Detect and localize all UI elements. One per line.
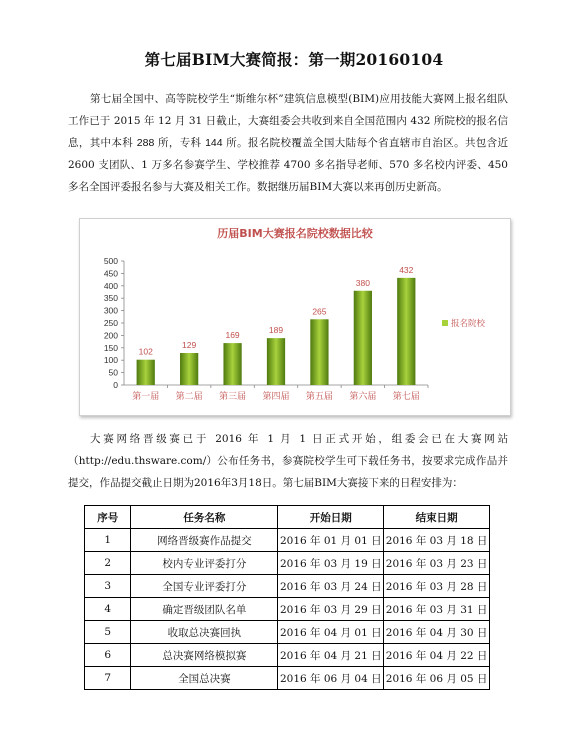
x-category-label: 第七届 (392, 392, 420, 402)
bar (397, 278, 415, 385)
row-start-date: 2016 年 04 月 01 日 (278, 621, 384, 644)
row-index: 3 (85, 575, 131, 598)
undergrad-count: 288 (136, 137, 155, 149)
row-task-name: 全国总决赛 (131, 667, 278, 690)
row-task-name: 校内专业评委打分 (131, 552, 278, 575)
row-end-date: 2016 年 03 月 28 日 (384, 575, 490, 598)
bar (180, 353, 198, 385)
row-index: 4 (85, 598, 131, 621)
row-start-date: 2016 年 01 月 01 日 (278, 529, 384, 552)
table-row (85, 575, 490, 598)
bar-value-label: 102 (138, 346, 153, 357)
row-task-name: 收取总决赛回执 (131, 621, 278, 644)
row-start-date: 2016 年 03 月 19 日 (278, 552, 384, 575)
y-tick-label: 100 (103, 355, 118, 366)
row-end-date: 2016 年 03 月 31 日 (384, 598, 490, 621)
schedule-intro: 大赛网络晋级赛已于 2016 年 1 月 1 日正式开始，组委会已在大赛网站（http://edu.thsware.com/）公布任务书，参赛院校学生可下载任务书，按要求完成作品并提交，作品提交截止日期为2016年3月18日。第七届BIM大赛接下来的日程安排为： (68, 433, 508, 489)
header-end-date: 结束日期 (384, 506, 490, 529)
table-row (85, 529, 490, 552)
row-end-date: 2016 年 03 月 18 日 (384, 529, 490, 552)
legend-swatch (442, 320, 448, 326)
y-tick-label: 300 (103, 305, 118, 316)
row-task-name: 总决赛网络模拟赛 (131, 644, 278, 667)
row-index: 7 (85, 667, 131, 690)
table-row (85, 598, 490, 621)
row-task-name: 网络晋级赛作品提交 (131, 529, 278, 552)
bar-chart-svg (80, 219, 510, 415)
intro-text-3: 所。报名院校覆盖全国大陆每个省直辖市自治区。共包含近 2600 支团队、1 万多名参赛学生、学校推荐 4700 多名指导老师、570 多名校内评委、450 多名全国评委报名参与大赛及相关工作。数据继历届BIM大赛以来再创历史新高。 (68, 137, 508, 193)
legend-label: 报名院校 (451, 319, 486, 329)
y-tick-label: 500 (103, 256, 118, 266)
row-index: 5 (85, 621, 131, 644)
x-category-label: 第三届 (219, 392, 247, 402)
intro-text-1: 第七届全国中、高等院校学生“斯维尔杯”建筑信息模型(BIM)应用技能大赛网上报名组队工作已于 2015 年 12 月 31 日截止，大赛组委会共收到来自全国范围内 432 所院校的报名信息，其中本科 (68, 93, 508, 149)
table-row (85, 644, 490, 667)
bar-value-label: 432 (399, 264, 414, 275)
college-count: 144 (205, 137, 223, 149)
row-index: 6 (85, 644, 131, 667)
y-tick-label: 350 (103, 293, 118, 304)
bar (223, 343, 241, 385)
y-tick-label: 150 (103, 342, 118, 353)
x-category-label: 第二届 (175, 392, 203, 402)
x-category-label: 第五届 (305, 392, 333, 402)
row-task-name: 确定晋级团队名单 (131, 598, 278, 621)
row-index: 2 (85, 552, 131, 575)
y-tick-label: 250 (103, 318, 118, 328)
header-index: 序号 (85, 506, 131, 529)
row-start-date: 2016 年 06 月 04 日 (278, 667, 384, 690)
row-end-date: 2016 年 04 月 30 日 (384, 621, 490, 644)
intro-text-2: 所，专科 (154, 137, 206, 149)
header-start-date: 开始日期 (278, 506, 384, 529)
row-end-date: 2016 年 06 月 05 日 (384, 667, 490, 690)
bar-value-label: 380 (355, 277, 370, 288)
table-row (85, 621, 490, 644)
bar (354, 291, 372, 385)
intro-paragraph (68, 88, 508, 198)
bar (137, 360, 155, 385)
row-end-date: 2016 年 03 月 23 日 (384, 552, 490, 575)
row-index: 1 (85, 529, 131, 552)
chart-title: 历届BIM大赛报名院校数据比较 (217, 227, 373, 240)
row-start-date: 2016 年 03 月 24 日 (278, 575, 384, 598)
bar (267, 338, 285, 385)
schedule-table (84, 505, 490, 690)
header-task-name: 任务名称 (131, 506, 278, 529)
bar-value-label: 189 (268, 325, 284, 336)
row-start-date: 2016 年 04 月 21 日 (278, 644, 384, 667)
bar-value-label: 265 (312, 306, 327, 317)
x-category-label: 第一届 (132, 392, 160, 402)
table-row (85, 667, 490, 690)
y-tick-label: 200 (103, 330, 118, 341)
bar-value-label: 129 (182, 340, 197, 351)
y-tick-label: 0 (113, 380, 118, 390)
bar-chart (79, 218, 511, 416)
page-title: 第七届BIM大赛简报：第一期20160104 (144, 50, 444, 69)
y-tick-label: 450 (103, 268, 118, 279)
y-tick-label: 50 (108, 367, 118, 378)
x-category-label: 第六届 (349, 392, 377, 402)
y-tick-label: 400 (103, 280, 118, 291)
row-task-name: 全国专业评委打分 (131, 575, 278, 598)
x-category-label: 第四届 (262, 392, 290, 402)
bar-value-label: 169 (225, 330, 240, 341)
row-start-date: 2016 年 03 月 29 日 (278, 598, 384, 621)
table-header-row (85, 506, 490, 529)
table-row (85, 552, 490, 575)
row-end-date: 2016 年 04 月 22 日 (384, 644, 490, 667)
bar (310, 319, 328, 385)
